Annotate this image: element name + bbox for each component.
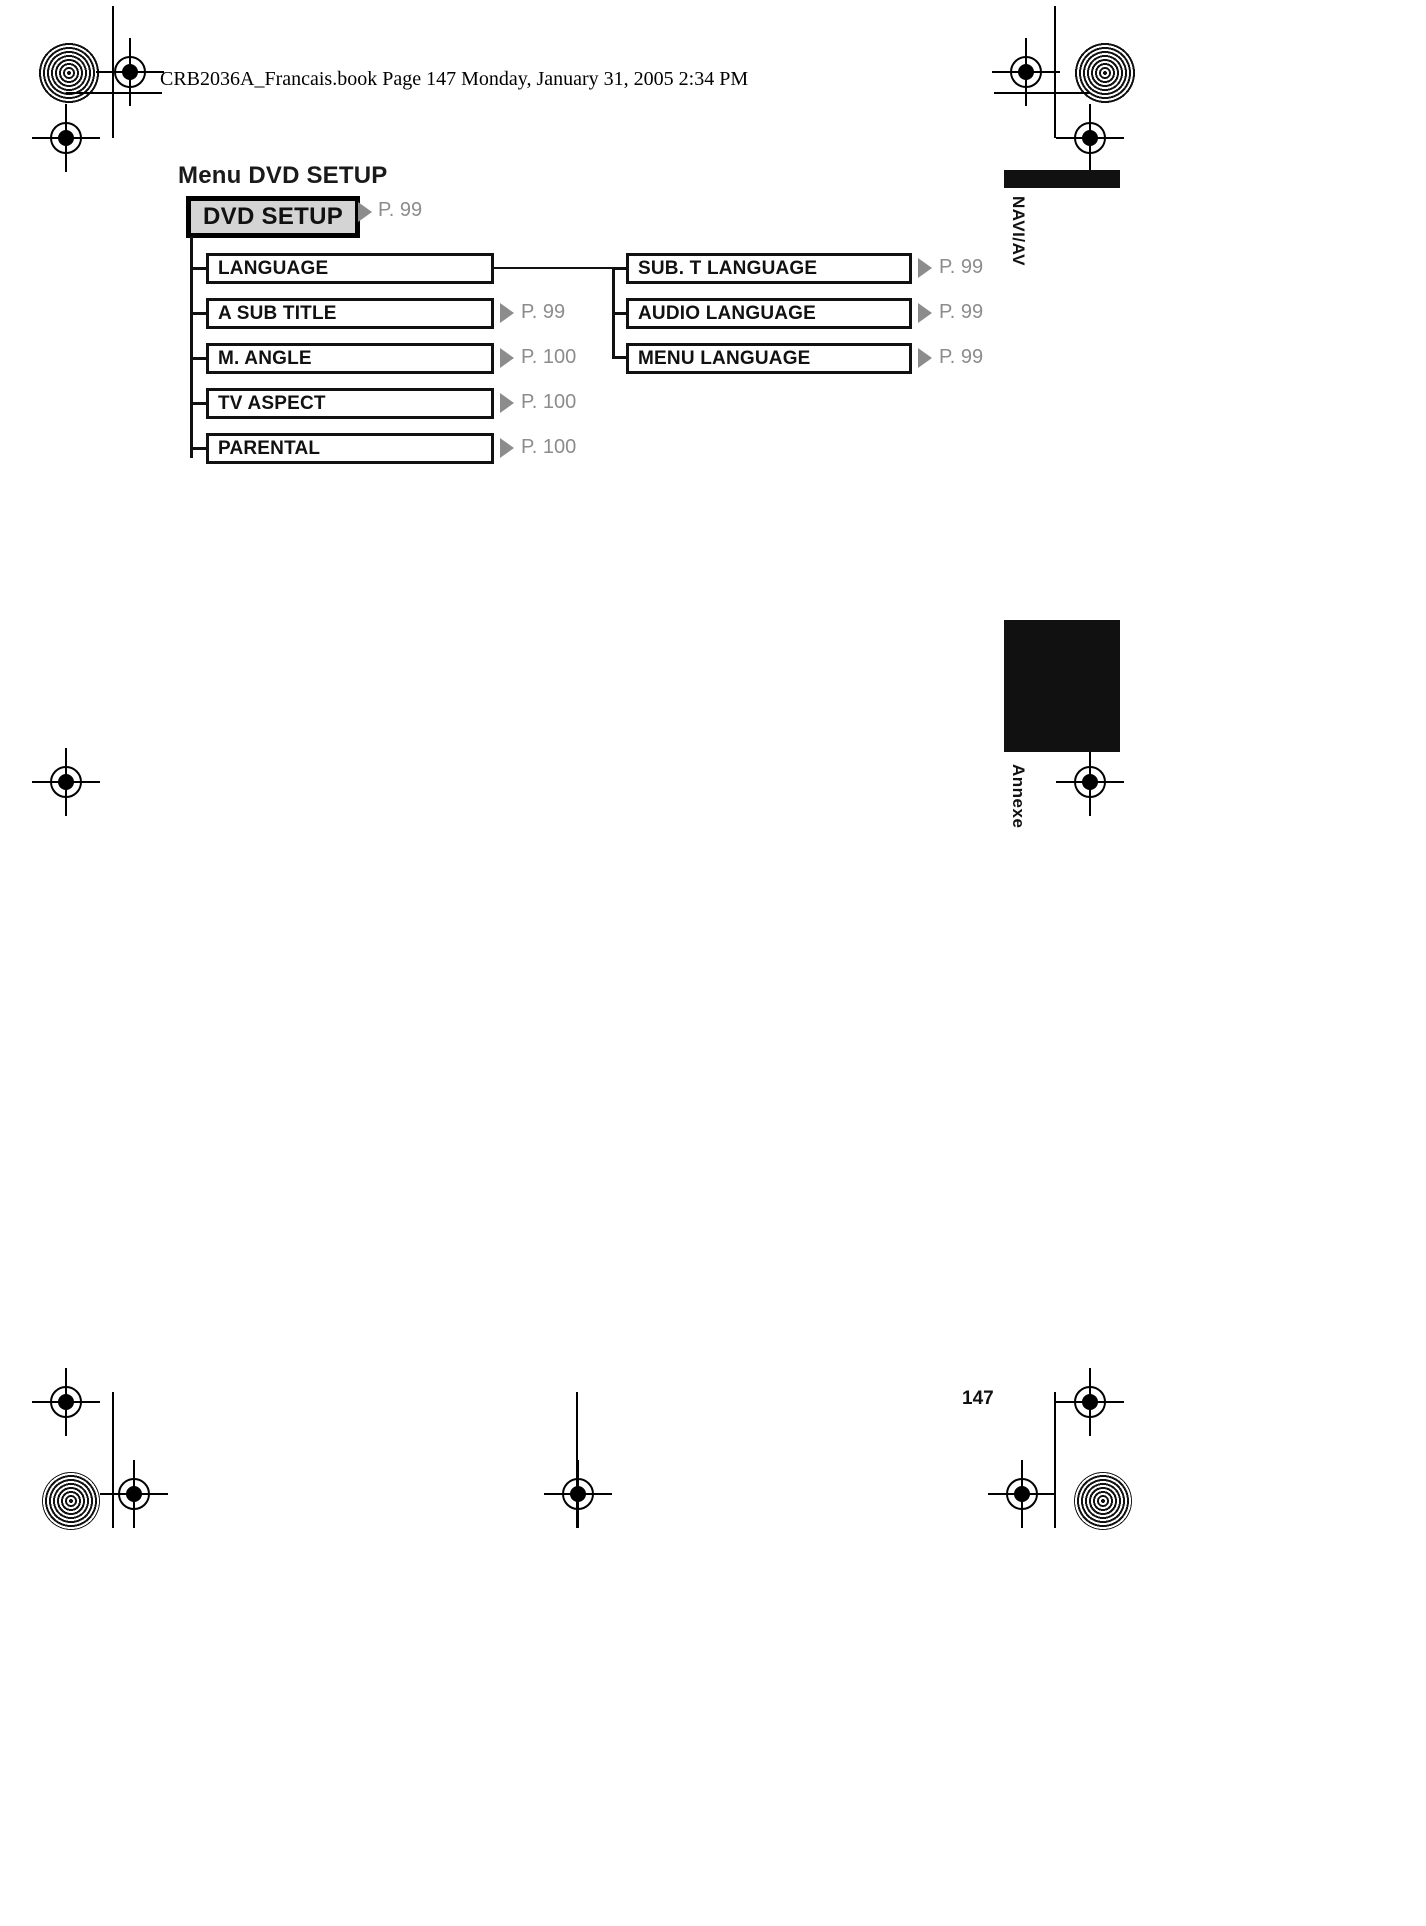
node-a-sub-title-label: A SUB TITLE	[218, 302, 337, 324]
root-page-arrow-icon	[358, 202, 372, 222]
node-language[interactable]	[206, 253, 494, 284]
tv-aspect-page-arrow-icon	[500, 393, 514, 413]
page-title-prefix: Menu	[178, 162, 249, 189]
tree-link-language-to-right	[494, 267, 614, 269]
registration-target-bottom-left	[42, 1472, 100, 1530]
audio-language-page-arrow-icon	[918, 303, 932, 323]
registration-mark-right-upper	[1074, 122, 1106, 154]
node-m-angle-label: M. ANGLE	[218, 347, 312, 369]
header-filename-stamp: CRB2036A_Francais.book Page 147 Monday, January 31, 2005 2:34 PM	[160, 68, 749, 90]
header-rule-right	[994, 92, 1090, 94]
registration-target-bottom-right	[1074, 1472, 1132, 1530]
node-audio-language-label: AUDIO LANGUAGE	[638, 302, 817, 324]
trim-guide-bottom-center	[576, 1392, 578, 1528]
diagram-root-node[interactable]	[186, 196, 360, 238]
node-language-label: LANGUAGE	[218, 257, 329, 279]
node-m-angle[interactable]	[206, 343, 494, 374]
m-angle-page-ref: P. 100	[521, 346, 577, 368]
section-tab-label-navi-av: NAVI/AV	[1009, 196, 1028, 266]
thumb-tab-annexe	[1004, 620, 1120, 752]
diagram-root-label: DVD SETUP	[203, 203, 344, 230]
trim-guide-left	[112, 6, 114, 138]
tree-branch-left-4	[190, 402, 206, 405]
tv-aspect-page-ref: P. 100	[521, 391, 577, 413]
tree-branch-right-1	[612, 267, 626, 270]
tree-branch-left-3	[190, 357, 206, 360]
sub-t-language-page-arrow-icon	[918, 258, 932, 278]
tree-branch-right-2	[612, 312, 626, 315]
tree-branch-left-2	[190, 312, 206, 315]
sub-t-language-page-ref: P. 99	[939, 256, 984, 278]
tree-branch-left-5	[190, 447, 206, 450]
thumb-tab-label-annexe: Annexe	[1009, 764, 1028, 829]
a-sub-title-page-ref: P. 99	[521, 301, 566, 323]
node-parental[interactable]	[206, 433, 494, 464]
registration-mark-bottom-a	[118, 1478, 150, 1510]
root-page-ref: P. 99	[378, 199, 423, 221]
header-rule-left	[66, 92, 162, 94]
node-tv-aspect-label: TV ASPECT	[218, 392, 326, 414]
tree-branch-right-3	[612, 356, 626, 359]
node-sub-t-language[interactable]	[626, 253, 912, 284]
registration-mark-left-lower	[50, 1386, 82, 1418]
trim-guide-left-lower	[112, 1392, 114, 1528]
registration-mark-bottom-center	[562, 1478, 594, 1510]
registration-mark-right-lower	[1074, 1386, 1106, 1418]
parental-page-arrow-icon	[500, 438, 514, 458]
menu-language-page-ref: P. 99	[939, 346, 984, 368]
parental-page-ref: P. 100	[521, 436, 577, 458]
node-audio-language[interactable]	[626, 298, 912, 329]
menu-language-page-arrow-icon	[918, 348, 932, 368]
registration-mark-top-a	[114, 56, 146, 88]
node-sub-t-language-label: SUB. T LANGUAGE	[638, 257, 818, 279]
m-angle-page-arrow-icon	[500, 348, 514, 368]
tree-branch-left-1	[190, 267, 206, 270]
page-title-main: DVD SETUP	[248, 162, 388, 189]
registration-mark-top-b	[1010, 56, 1042, 88]
node-menu-language[interactable]	[626, 343, 912, 374]
registration-mark-bottom-b	[1006, 1478, 1038, 1510]
a-sub-title-page-arrow-icon	[500, 303, 514, 323]
audio-language-page-ref: P. 99	[939, 301, 984, 323]
registration-target-top-right	[1074, 42, 1136, 104]
page-number: 147	[962, 1388, 994, 1409]
node-tv-aspect[interactable]	[206, 388, 494, 419]
trim-guide-right	[1054, 6, 1056, 138]
trim-guide-right-lower	[1054, 1392, 1056, 1528]
registration-mark-left-middle	[50, 766, 82, 798]
registration-target-top-left	[38, 42, 100, 104]
node-parental-label: PARENTAL	[218, 437, 321, 459]
registration-mark-right-middle	[1074, 766, 1106, 798]
section-tab-bar-navi-av	[1004, 170, 1120, 188]
registration-mark-left-upper	[50, 122, 82, 154]
node-menu-language-label: MENU LANGUAGE	[638, 347, 811, 369]
page-title	[178, 162, 387, 190]
node-a-sub-title[interactable]	[206, 298, 494, 329]
